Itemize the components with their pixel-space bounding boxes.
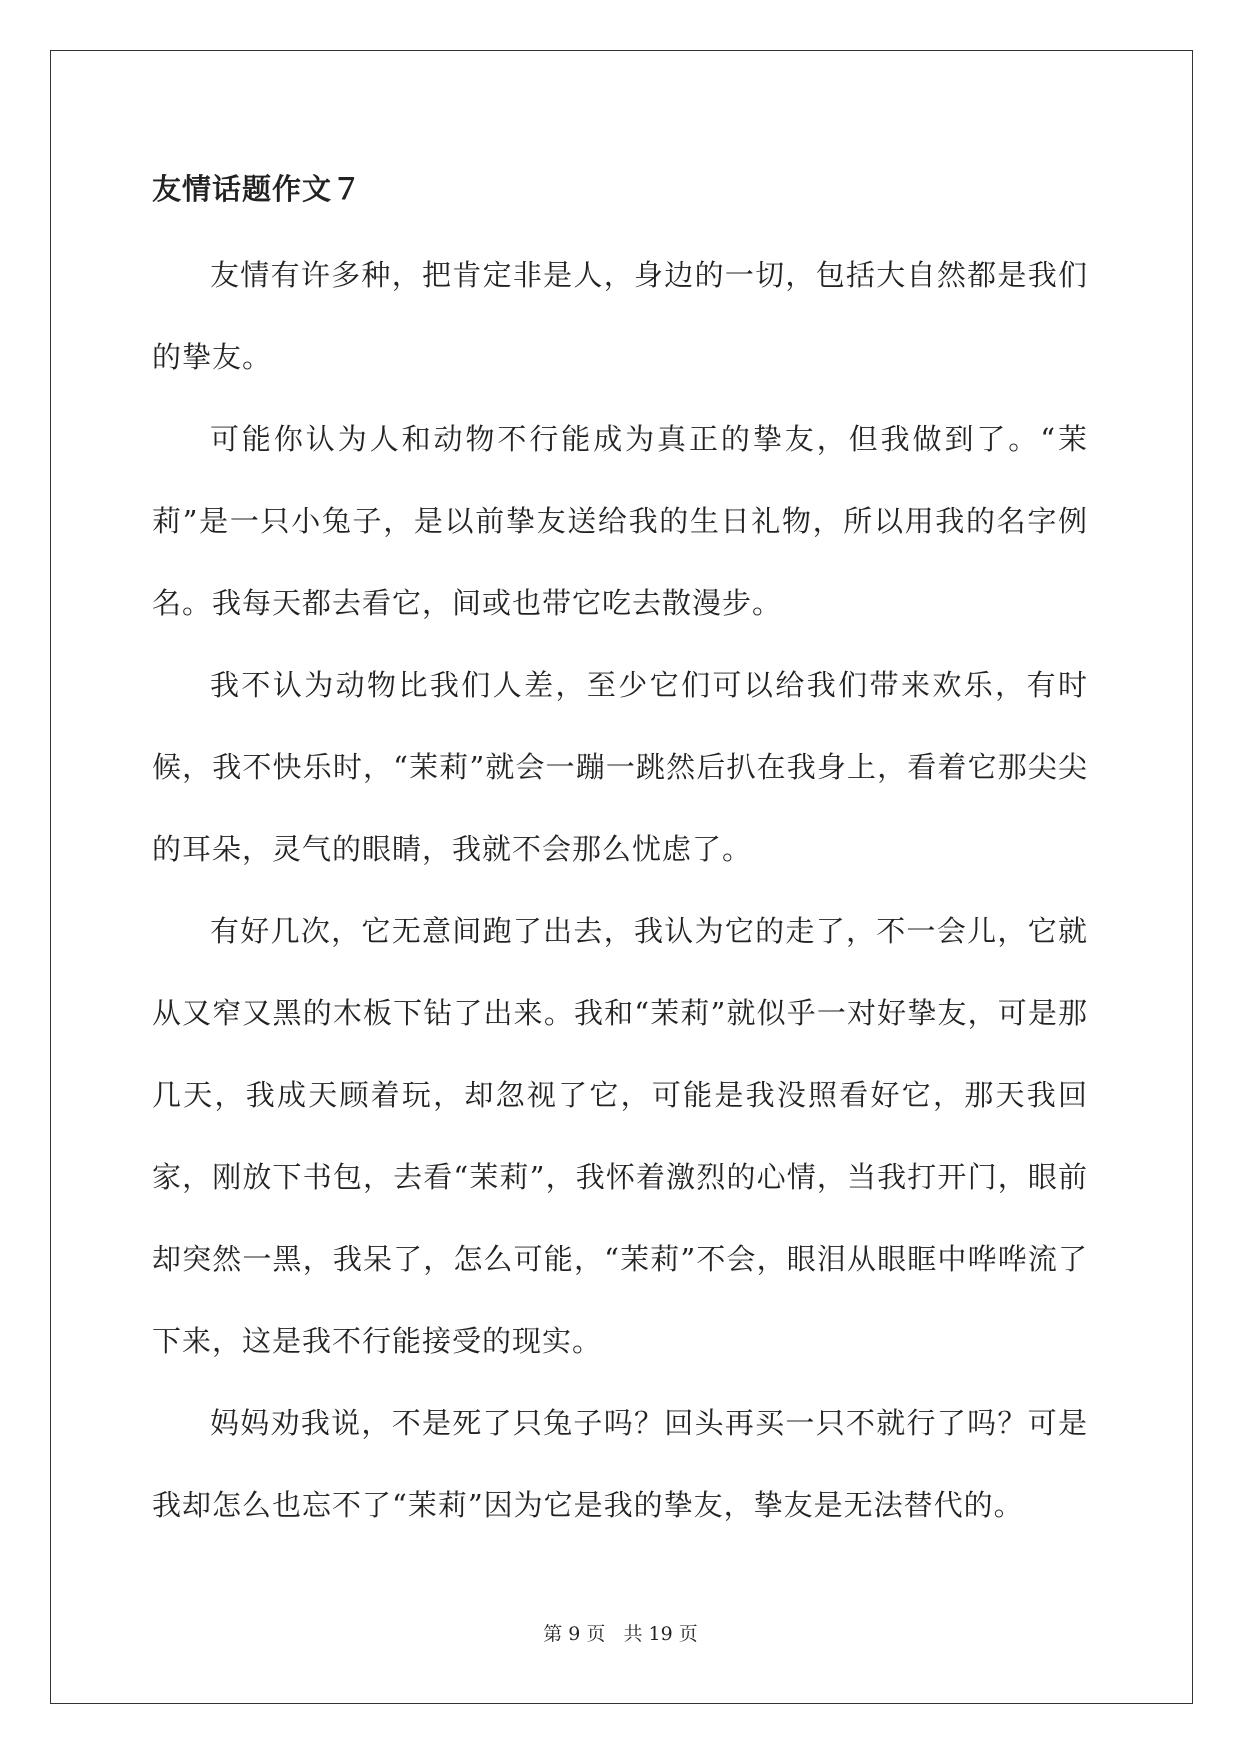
paragraph-5: 妈妈劝我说，不是死了只兔子吗？回头再买一只不就行了吗？可是我却怎么也忘不了“茉莉”因为它是我的挚友，挚友是无法替代的。	[152, 1406, 1088, 1522]
paragraph-3: 我不认为动物比我们人差，至少它们可以给我们带来欢乐，有时候，我不快乐时，“茉莉”就会一蹦一跳然后扒在我身上，看着它那尖尖的耳朵，灵气的眼睛，我就不会那么忧虑了。	[152, 668, 1088, 866]
page-number: 第 9 页 共 19 页	[543, 1623, 698, 1645]
paragraph-2: 可能你认为人和动物不行能成为真正的挚友，但我做到了。“茉莉”是一只小兔子，是以前挚友送给我的生日礼物，所以用我的名字例名。我每天都去看它，间或也带它吃去散漫步。	[152, 422, 1088, 620]
document-body	[152, 164, 1088, 1546]
paragraph-4: 有好几次，它无意间跑了出去，我认为它的走了，不一会儿，它就从又窄又黑的木板下钻了出来。我和“茉莉”就似乎一对好挚友，可是那几天，我成天顾着玩，却忽视了它，可能是我没照看好它，那天我回家，刚放下书包，去看“茉莉”，我怀着激烈的心情，当我打开门，眼前却突然一黑，我呆了，怎么可能，“茉莉”不会，眼泪从眼眶中哗哗流了下来，这是我不行能接受的现实。	[152, 914, 1088, 1358]
paragraph-1: 友情有许多种，把肯定非是人，身边的一切，包括大自然都是我们的挚友。	[152, 258, 1088, 374]
document-title: 友情话题作文７	[152, 172, 363, 206]
